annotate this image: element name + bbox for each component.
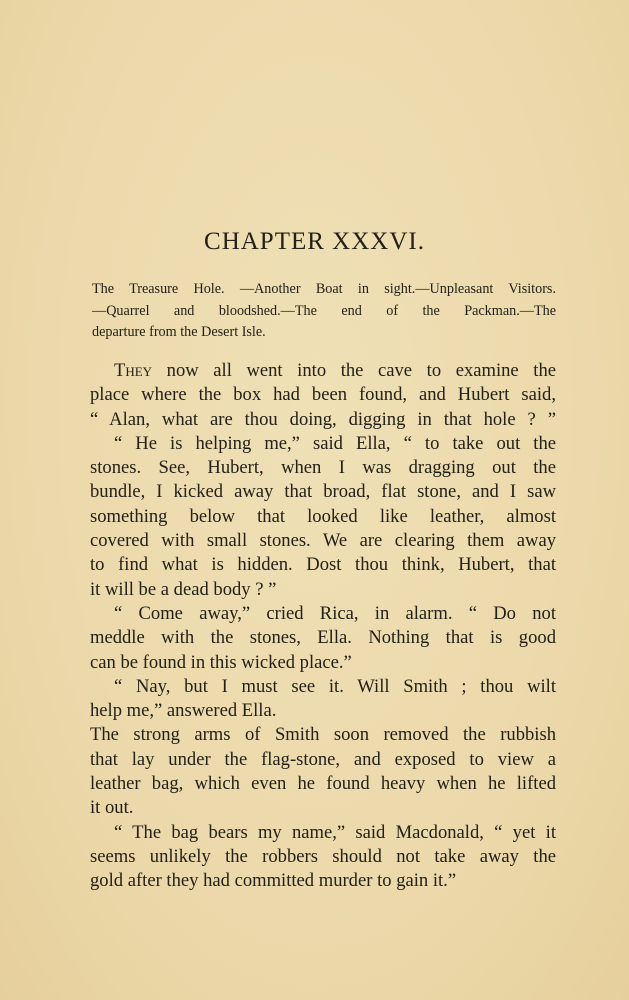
text-line: “ He is helping me,” said Ella, “ to take out the bbox=[114, 432, 556, 454]
synopsis-line: departure from the Desert Isle. bbox=[92, 324, 266, 340]
text-line: help me,” answered Ella. bbox=[90, 700, 277, 722]
text-line: place where the box had been found, and Hubert said, bbox=[90, 384, 556, 406]
text-line: to find what is hidden. Dost thou think, Hubert, that bbox=[90, 554, 556, 576]
text-line: something below that looked like leather, almost bbox=[90, 505, 556, 527]
text-line: stones. See, Hubert, when I was dragging out the bbox=[90, 457, 556, 479]
text-line: gold after they had committed murder to gain it.” bbox=[90, 870, 457, 892]
text-line: that lay under the flag-stone, and exposed to view a bbox=[90, 748, 556, 770]
synopsis-line: The Treasure Hole. —Another Boat in sight.—Unpleasant Visitors. bbox=[92, 281, 556, 297]
text-line: “ Alan, what are thou doing, digging in that hole ? ” bbox=[90, 408, 556, 430]
text-line: it out. bbox=[90, 797, 134, 819]
text-line: “ Come away,” cried Rica, in alarm. “ Do not bbox=[114, 602, 556, 624]
text-line: can be found in this wicked place.” bbox=[90, 651, 352, 673]
text-line: “ Nay, but I must see it. Will Smith ; thou wilt bbox=[114, 675, 556, 697]
chapter-synopsis bbox=[92, 279, 556, 344]
text-line: The strong arms of Smith soon removed the rubbish bbox=[90, 724, 556, 746]
paragraph-first-line bbox=[90, 359, 556, 383]
text-line: seems unlikely the robbers should not take away the bbox=[90, 845, 556, 867]
body-text bbox=[90, 359, 556, 894]
text-line: bundle, I kicked away that broad, flat stone, and I saw bbox=[90, 481, 556, 503]
text-line: “ The bag bears my name,” said Macdonald, “ yet it bbox=[114, 821, 556, 843]
text-line: leather bag, which even he found heavy when he lifted bbox=[90, 773, 556, 795]
text-line: meddle with the stones, Ella. Nothing that is good bbox=[90, 627, 556, 649]
chapter-title: CHAPTER XXXVI. bbox=[204, 228, 425, 255]
synopsis-line: —Quarrel and bloodshed.—The end of the Packman.—The bbox=[92, 302, 556, 319]
text-line: now all went into the cave to examine the bbox=[152, 360, 556, 381]
lead-word: They bbox=[114, 360, 153, 381]
text-line: it will be a dead body ? ” bbox=[90, 578, 277, 600]
text-line: covered with small stones. We are clearing them away bbox=[90, 530, 556, 552]
